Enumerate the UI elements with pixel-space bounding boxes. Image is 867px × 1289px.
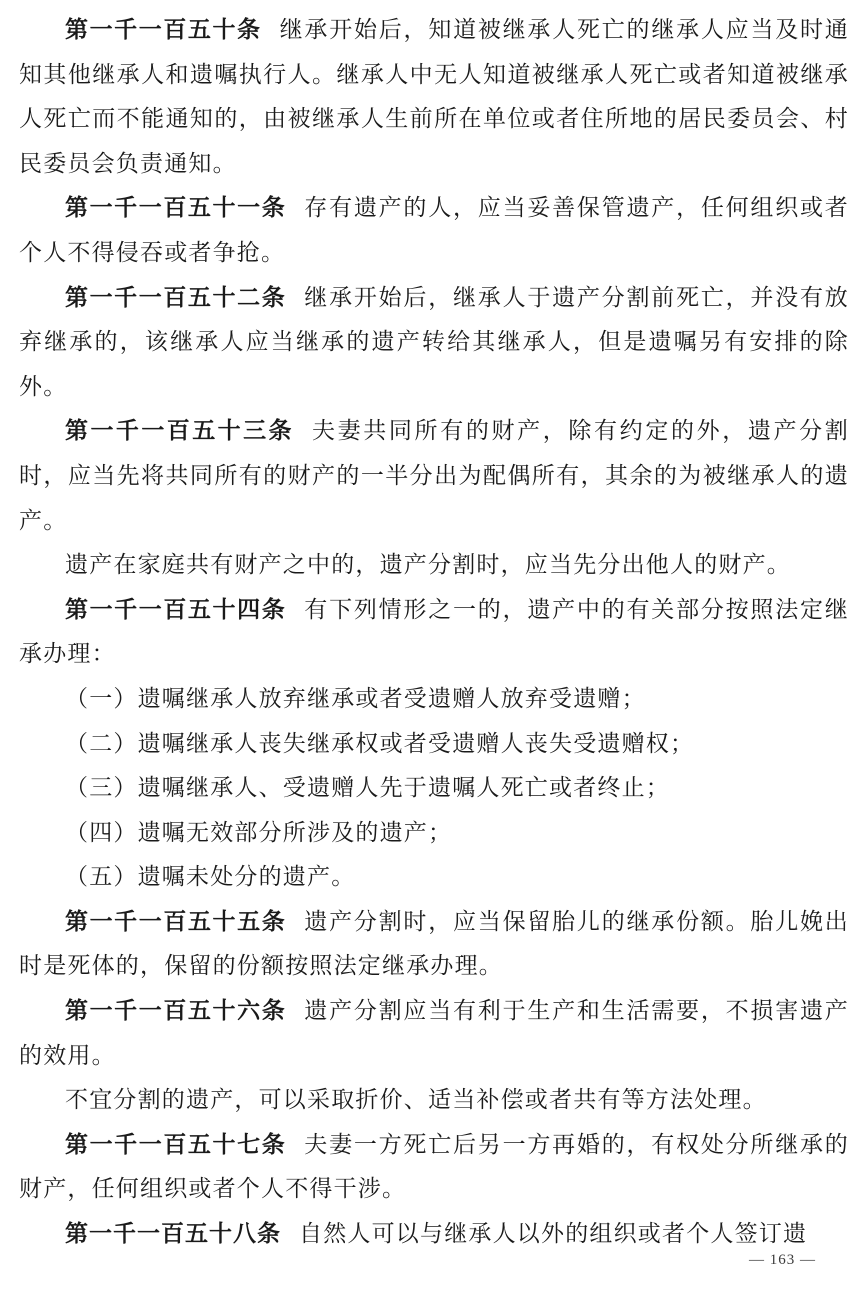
article-text: 自然人可以与继承人以外的组织或者个人签订遗: [299, 1221, 808, 1248]
article-number: 第一千一百五十一条: [65, 195, 287, 222]
article-1153: [19, 409, 849, 543]
list-item: （四）遗嘱无效部分所涉及的遗产；: [65, 819, 453, 846]
article-number: 第一千一百五十七条: [65, 1131, 287, 1158]
article-number: 第一千一百五十八条: [65, 1221, 281, 1248]
article-1158: [19, 1212, 849, 1257]
article-number: 第一千一百五十三条: [65, 418, 294, 445]
article-text: 夫妻一方死亡后另一方再婚的，有权处分所继承的财产，任何组织或者个人不得干涉。: [19, 1131, 849, 1203]
article-text: 有下列情形之一的，遗产中的有关部分按照法定继承办理：: [19, 596, 849, 668]
list-item: （一）遗嘱继承人放弃继承或者受遗赠人放弃受遗赠；: [65, 685, 646, 712]
article-text: 继承开始后，继承人于遗产分割前死亡，并没有放弃继承的，该继承人应当继承的遗产转给其继承人，但是遗嘱另有安排的除外。: [19, 284, 849, 400]
article-text: 遗产分割应当有利于生产和生活需要，不损害遗产的效用。: [19, 998, 849, 1069]
article-1156-paragraph-2: 不宜分割的遗产，可以采取折价、适当补偿或者共有等方法处理。: [65, 1087, 767, 1114]
article-text: 存有遗产的人，应当妥善保管遗产，任何组织或者个人不得侵吞或者争抢。: [19, 195, 849, 266]
article-1151: [19, 186, 849, 275]
list-item: （二）遗嘱继承人丧失继承权或者受遗赠人丧失受遗赠权；: [65, 730, 695, 757]
article-text: 继承开始后，知道被继承人死亡的继承人应当及时通知其他继承人和遗嘱执行人。继承人中无人知道被继承人死亡或者知道被继承人死亡而不能通知的，由被继承人生前所在单位或者住所地的居民委员会、村民委员会负责通知。: [19, 17, 849, 177]
article-1157: [19, 1123, 849, 1212]
article-1152: [19, 276, 849, 410]
article-number: 第一千一百五十五条: [65, 908, 287, 935]
article-1156: [19, 989, 849, 1078]
list-item: （五）遗嘱未处分的遗产。: [65, 864, 356, 891]
article-text: 遗产分割时，应当保留胎儿的继承份额。胎儿娩出时是死体的，保留的份额按照法定继承办理。: [19, 908, 849, 980]
article-1155: [19, 900, 849, 989]
article-1154: [19, 588, 849, 677]
document-page: [19, 8, 849, 1257]
article-1153-paragraph-2: 遗产在家庭共有财产之中的，遗产分割时，应当先分出他人的财产。: [65, 552, 791, 579]
article-text: 夫妻共同所有的财产，除有约定的外，遗产分割时，应当先将共同所有的财产的一半分出为配偶所有，其余的为被继承人的遗产。: [19, 418, 850, 534]
article-number: 第一千一百五十二条: [65, 284, 287, 311]
list-item: （三）遗嘱继承人、受遗赠人先于遗嘱人死亡或者终止；: [65, 775, 670, 802]
article-number: 第一千一百五十条: [65, 17, 262, 43]
article-1150: [19, 8, 849, 186]
page-number: — 163 —: [749, 1252, 816, 1268]
article-number: 第一千一百五十四条: [65, 596, 287, 623]
article-number: 第一千一百五十六条: [65, 998, 287, 1025]
